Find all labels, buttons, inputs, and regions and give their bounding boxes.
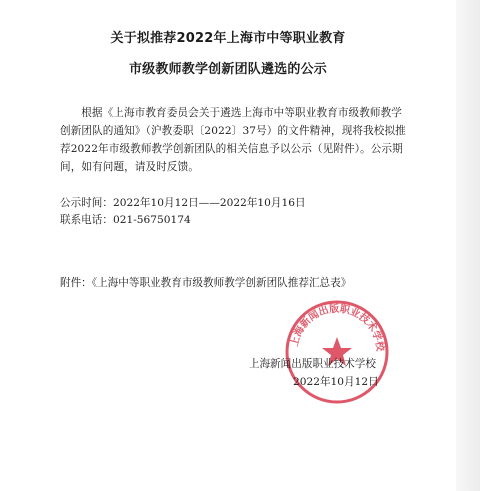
- page-edge-background: [456, 0, 480, 491]
- signature-organization: 上海新闻出版职业技术学校: [248, 358, 376, 370]
- contact-phone: 联系电话：021-56750174: [60, 214, 191, 226]
- official-seal-stamp: [282, 297, 392, 407]
- document-title-line1: 关于拟推荐2022年上海市中等职业教育: [110, 31, 346, 46]
- seal-text: 上海新闻出版职业技术学校: [289, 303, 386, 352]
- document-title-line2: 市级教师教学创新团队遴选的公示: [128, 62, 327, 77]
- signature-date: 2022年10月12日: [293, 376, 379, 388]
- notice-paragraph: 根据《上海市教育委员会关于遴选上海市中等职业教育市级教师教学创新团队的通知》（沪教委职〔2022〕37号）的文件精神，现将我校拟推荐2022年市级教师教学创新团队的相关信息予以公示（见附件）。公示期间，如有问题，请及时反馈。: [60, 107, 406, 173]
- notice-time: 公示时间：2022年10月12日——2022年10月16日: [60, 197, 306, 209]
- attachment-link[interactable]: 附件：《上海中等职业教育市级教师教学创新团队推荐汇总表》: [60, 277, 352, 289]
